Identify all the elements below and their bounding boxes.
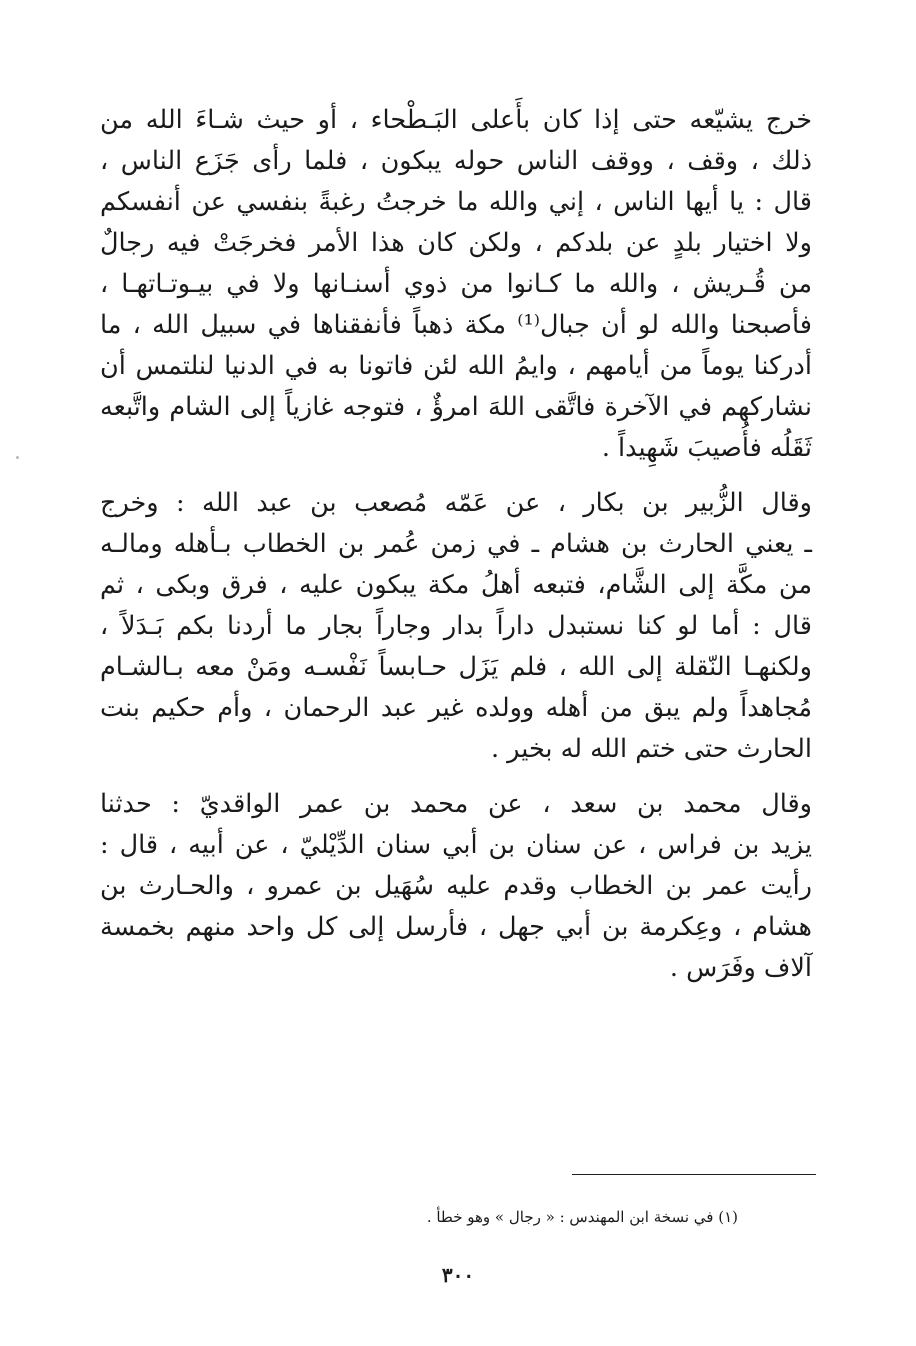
text-line: ولكنهـا النّقلة إلى الله ، فلم يَزَل حـابساً نَفْسـه ومَنْ معه بـالشـام <box>100 652 812 682</box>
text-line: من مكَّة إلى الشَّام، فتبعه أهلُ مكة يبكون عليه ، فرق وبكى ، ثم <box>100 570 812 600</box>
page-number: ٣٠٠ <box>441 1263 475 1287</box>
text-line: ثَقَلُه فأُصيبَ شَهِيداً . <box>601 433 812 463</box>
text-line: الحارث حتى ختم الله له بخير . <box>490 734 812 764</box>
text-line: فأصبحنا والله لو أن جبال⁽¹⁾ مكة ذهباً فأنفقناها في سبيل الله ، ما <box>100 310 812 340</box>
text-line: ولا اختيار بلدٍ عن بلدكم ، ولكن كان هذا الأمر فخرجَتْ فيه رجالٌ <box>100 228 812 258</box>
text-line: وقال محمد بن سعد ، عن محمد بن عمر الواقديّ : حدثنا <box>100 789 812 819</box>
text-line: قال : يا أيها الناس ، إني والله ما خرجتُ رغبةً بنفسي عن أنفسكم <box>100 187 812 217</box>
text-line: مُجاهداً ولم يبق من أهله وولده غير عبد الرحمان ، وأم حكيم بنت <box>100 693 812 723</box>
scan-speck <box>16 456 19 459</box>
paragraph-2 <box>100 483 812 770</box>
text-line: يزيد بن فراس ، عن سنان بن أبي سنان الدِّيْليّ ، عن أبيه ، قال : <box>100 830 812 860</box>
paragraph-1 <box>100 100 812 469</box>
text-line: قال : أما لو كنا نستبدل داراً بدار وجاراً بجار ما أردنا بكم بَـدَلاً ، <box>100 611 812 641</box>
text-line: آلاف وفَرَس . <box>669 953 812 983</box>
text-line: أدركنا يوماً من أيامهم ، وايمُ الله لئن فاتونا به في الدنيا لنلتمس أن <box>100 351 812 381</box>
text-line: خرج يشيّعه حتى إذا كان بأَعلى البَـطْحاء ، أو حيث شـاءَ الله من <box>100 105 812 135</box>
text-line: من قُـريش ، والله ما كـانوا من ذوي أسنـانها ولا في بيـوتـاتهـا ، <box>100 269 812 299</box>
paragraph-spacer <box>100 469 812 483</box>
text-line: ـ يعني الحارث بن هشام ـ في زمن عُمر بن الخطاب بـأهله ومالـه <box>100 529 812 559</box>
text-line: هشام ، وعِكرمة بن أبي جهل ، فأرسل إلى كل واحد منهم بخمسة <box>100 912 812 942</box>
text-line: نشاركهم في الآخرة فاتَّقى اللهَ امرؤٌ ، فتوجه غازياً إلى الشام واتَّبعه <box>100 392 812 422</box>
text-line: وقال الزُّبير بن بكار ، عن عَمّه مُصعب بن عبد الله : وخرج <box>100 488 812 518</box>
paragraph-spacer <box>100 770 812 784</box>
main-text <box>100 100 812 989</box>
text-line: ذلك ، وقف ، ووقف الناس حوله يبكون ، فلما رأى جَزَع الناس ، <box>100 146 812 176</box>
footnote-divider <box>572 1174 816 1175</box>
footnote: (١) في نسخة ابن المهندس : « رجال » وهو خطأ . <box>426 1208 738 1226</box>
text-line: رأيت عمر بن الخطاب وقدم عليه سُهَيل بن عمرو ، والحـارث بن <box>100 871 812 901</box>
paragraph-3 <box>100 784 812 989</box>
